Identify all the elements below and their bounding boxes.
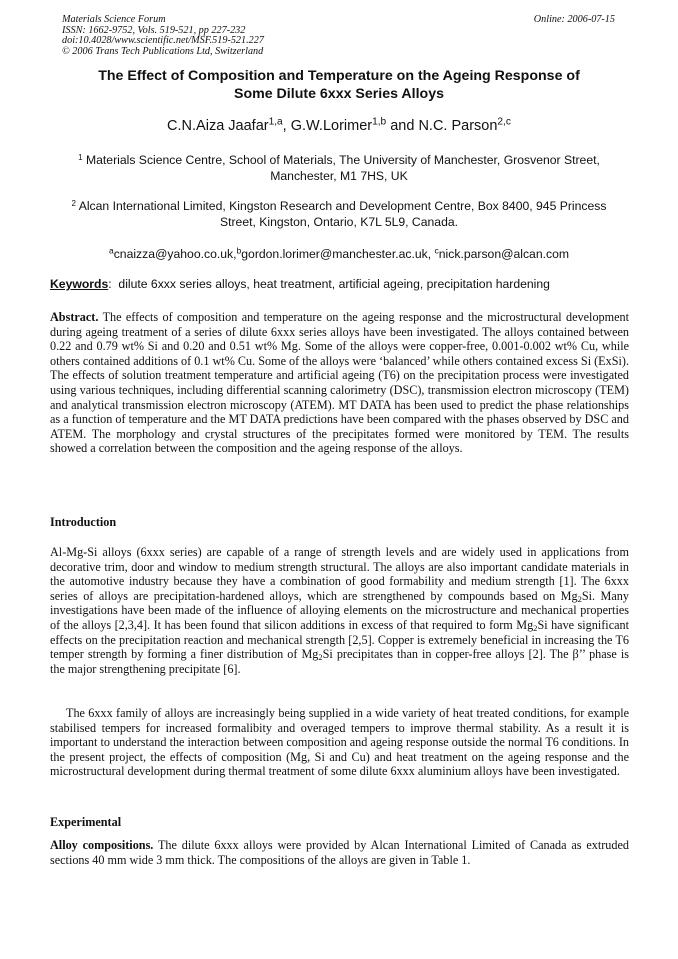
alloy-compositions-paragraph xyxy=(50,838,629,867)
abstract xyxy=(50,310,629,456)
copyright-line: © 2006 Trans Tech Publications Ltd, Switzerland xyxy=(62,45,264,57)
author-emails xyxy=(50,246,628,262)
introduction-heading: Introduction xyxy=(50,515,117,529)
keywords-label: Keywords xyxy=(50,277,109,291)
affiliation-number: 1 xyxy=(78,152,83,162)
affiliation-2 xyxy=(55,198,623,230)
title-line-1: The Effect of Composition and Temperature on the Ageing Response of xyxy=(98,68,580,84)
online-date: Online: 2006-07-15 xyxy=(533,14,615,25)
affiliation-1 xyxy=(55,152,623,184)
paragraph-text: Al-Mg-Si alloys (6xxx series) are capable of a range of strength levels and are widely used in applications from decorative trim, door and window to medium strength structural. The alloys are also important candidate materials in the automotive industry because they have a combination of good formability and medium strength [1]. The 6xxx series of alloys are precipitation-hardened alloys, which are strengthened by compounds based on Mg xyxy=(50,545,629,603)
journal-header xyxy=(62,15,264,57)
subscript: 2 xyxy=(318,652,323,663)
introduction-paragraph-1 xyxy=(50,545,629,676)
keywords-colon: : xyxy=(108,277,112,291)
author-separator: , xyxy=(282,118,291,134)
issn-line: ISSN: 1662-9752, Vols. 519-521, pp 227-232 xyxy=(62,24,246,36)
email-address: cnaizza@yahoo.co.uk, xyxy=(113,247,237,261)
paragraph-text: The dilute 6xxx alloys were provided by Alcan International Limited of Canada as extruded sections 40 mm wide 3 mm thick. The compositions of the alloys are given in Table 1. xyxy=(50,838,629,867)
experimental-heading: Experimental xyxy=(50,815,122,829)
email-mark: a xyxy=(108,245,114,256)
abstract-label: Abstract. xyxy=(50,310,99,324)
alloy-compositions-label: Alloy compositions. xyxy=(50,838,154,852)
affiliation-text: Alcan International Limited, Kingston Research and Development Centre, Box 8400, 945 Princess Street, Kingston, Ontario, K7L 5L9, Canada. xyxy=(78,199,607,229)
affiliation-text: Materials Science Centre, School of Materials, The University of Manchester, Grosvenor Street, Manchester, M1 7HS, UK xyxy=(85,153,600,183)
introduction-paragraph-2: The 6xxx family of alloys are increasingly being supplied in a wide variety of heat treated conditions, for example stabilised tempers for increased formalibity and overaged tempers to improve thermal stability. As a result it is important to understand the interaction between composition and ageing response outside the normal T6 conditions. In the present project, the effects of composition (Mg, Si and Cu) and heat treatment on the ageing response and the microstructural development during thermal treatment of some dilute 6xxx aluminium alloys have been investigated. xyxy=(50,706,629,779)
keywords-text: dilute 6xxx series alloys, heat treatment, artificial ageing, precipitation hardening xyxy=(111,277,550,291)
doi-line: doi:10.4028/www.scientific.net/MSF.519-521.227 xyxy=(62,35,264,47)
paragraph-text: Si. Many investigations have been made of the influence of alloying elements on the microstructure and mechanical properties of the alloys [2,3,4]. It has been found that silicon additions in excess of that required to form Mg xyxy=(50,588,629,632)
subscript: 2 xyxy=(533,623,538,634)
email-mark: b xyxy=(236,245,242,256)
author-name: N.C. Parson xyxy=(418,118,498,134)
email-mark: c xyxy=(434,245,439,256)
affiliation-number: 2 xyxy=(71,198,76,208)
paragraph-text: Si have significant effects on the precipitation reaction and mechanical strength [2,5]. Copper is extremely beneficial in increasing the T6 temper strength by forming a finer distribution of Mg xyxy=(50,617,629,662)
abstract-text: The effects of composition and temperature on the ageing response and the microstructural development during ageing treatment of a series of dilute 6xxx series alloys have been investigated. The alloys contained between 0.22 and 0.79 wt% Si and 0.20 and 0.51 wt% Mg. Some of the alloys were copper-free, 0.001-0.002 wt% Cu, while others contained additions of 0.1 wt% Cu. Some of the alloys were ‘balanced’ while others contained excess Si (ExSi). The effects of solution treatment temperature and artificial ageing (T6) on the precipitation process were investigated using various techniques, including differential scanning calorimetry (DSC), transmission electron microscopy (TEM) and analytical transmission electron microscopy (ATEM). MT DATA has been used to predict the phase relationships as a function of temperature and the MT DATA predictions have been compared with the phases observed by DSC and ATEM. The morphology and crystal structures of the precipitates formed were monitored by TEM. The results showed a correlation between the composition and the ageing response of the alloys. xyxy=(50,310,629,456)
subscript: 2 xyxy=(577,593,582,604)
author-separator: and xyxy=(386,118,419,134)
email-address: nick.parson@alcan.com xyxy=(438,247,570,261)
author-affiliation-mark: 1,b xyxy=(372,116,387,128)
email-address: gordon.lorimer@manchester.ac.uk, xyxy=(241,247,435,261)
author-list xyxy=(50,117,628,135)
paper-title xyxy=(50,67,628,103)
author-affiliation-mark: 2,c xyxy=(497,116,511,128)
author-name: G.W.Lorimer xyxy=(290,118,373,134)
title-line-2: Some Dilute 6xxx Series Alloys xyxy=(233,86,445,102)
keywords xyxy=(50,276,640,292)
journal-name: Materials Science Forum xyxy=(62,14,166,25)
author-name: C.N.Aiza Jaafar xyxy=(167,118,269,134)
paragraph-text: Si precipitates than in copper-free alloys [2]. The β’’ phase is the major strengthening precipitate [6]. xyxy=(50,647,629,676)
author-affiliation-mark: 1,a xyxy=(268,116,283,128)
